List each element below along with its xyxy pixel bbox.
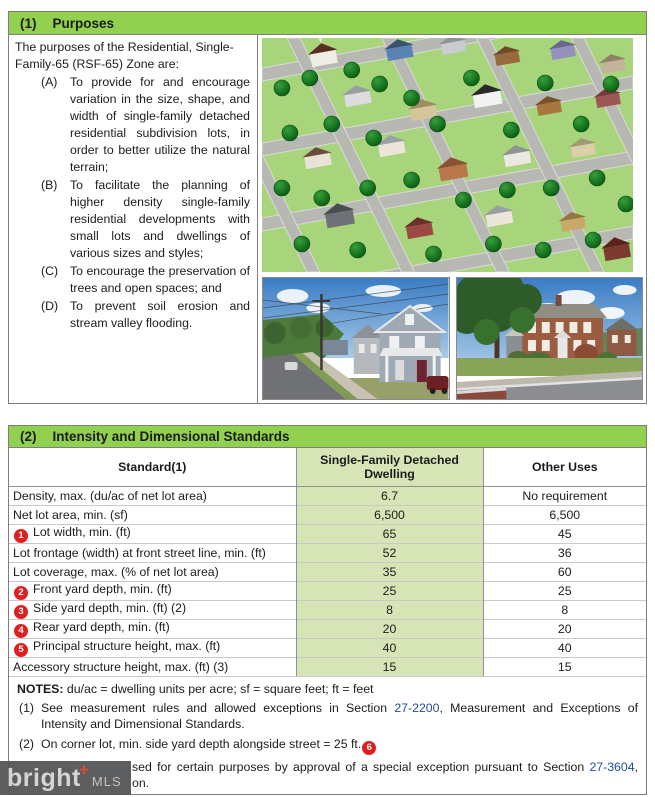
- ref-badge-5: 5: [14, 643, 28, 657]
- brightmls-mls-text: MLS: [91, 773, 122, 789]
- purpose-item-c: (C) To encourage the preservation of trees and open spaces; and: [41, 264, 250, 295]
- col-standard: Standard(1): [9, 448, 296, 486]
- subdivision-3d-illustration: [262, 38, 633, 272]
- table-row-lot-frontage: Lot frontage (width) at front street line, min. (ft) 52 36: [9, 543, 646, 562]
- note-1: (1) See measurement rules and allowed exceptions in Section 27-2200, Measurement and Exceptions of Intensity and Dimensional Standards.: [19, 701, 638, 731]
- purposes-text-panel: [9, 35, 258, 403]
- purposes-header-title: Purposes: [52, 15, 115, 31]
- table-row-lot-width: 1 Lot width, min. (ft) 65 45: [9, 524, 646, 543]
- section-purposes: [8, 11, 647, 404]
- ref-badge-2: 2: [14, 586, 28, 600]
- col-single-family: Single-Family Detached Dwelling: [296, 448, 483, 486]
- table-row-accessory-height: Accessory structure height, max. (ft) (3) 15 15: [9, 657, 646, 676]
- street-photo-right: [456, 277, 644, 400]
- standards-header: [9, 426, 646, 448]
- table-row-side-yard: 3 Side yard depth, min. (ft) (2) 8 8: [9, 600, 646, 619]
- purposes-header-number: (1): [20, 15, 37, 31]
- street-photo-left: [262, 277, 450, 400]
- standards-table: [9, 448, 646, 676]
- table-row-lot-coverage: Lot coverage, max. (% of net lot area) 35 60: [9, 562, 646, 581]
- section-27-3604-link[interactable]: 27-3604: [589, 760, 635, 774]
- table-row-principal-height: 5 Principal structure height, max. (ft) 40 40: [9, 638, 646, 657]
- note-3-partially-obscured: sed for certain purposes by approval of a special exception pursuant to Section 27-3604, on.: [132, 760, 638, 790]
- section-standards: [8, 425, 647, 795]
- ref-badge-3: 3: [14, 605, 28, 619]
- section-27-2200-link[interactable]: 27-2200: [394, 701, 440, 715]
- purpose-item-d: (D) To prevent soil erosion and stream valley flooding.: [41, 299, 250, 330]
- ref-badge-4: 4: [14, 624, 28, 638]
- table-header-row: [9, 448, 646, 486]
- purposes-header: [9, 12, 646, 35]
- table-row-density: Density, max. (du/ac of net lot area) 6.7 No requirement: [9, 486, 646, 505]
- note-2: (2) On corner lot, min. side yard depth alongside street = 25 ft. 6: [17, 736, 638, 755]
- brightmls-logo-text: bright: [7, 764, 81, 792]
- purposes-media-column: [258, 35, 646, 403]
- purposes-intro: The purposes of the Residential, Single-Family-65 (RSF-65) Zone are:: [15, 40, 234, 71]
- photo-row: [262, 277, 643, 400]
- notes-abbreviations: NOTES: du/ac = dwelling units per acre; sf = square feet; ft = feet: [17, 682, 374, 696]
- table-row-front-yard: 2 Front yard depth, min. (ft) 25 25: [9, 581, 646, 600]
- standards-header-title: Intensity and Dimensional Standards: [52, 429, 290, 444]
- purpose-item-b: (B) To facilitate the planning of higher density single-family residential developments with small lots and dwellings of various sizes and styles;: [41, 178, 250, 260]
- table-row-net-lot-area: Net lot area, min. (sf) 6,500 6,500: [9, 505, 646, 524]
- purpose-item-a: (A) To provide for and encourage variation in the size, shape, and width of single-family detached residential subdivision lots, in order to better utilize the natural terrain;: [41, 75, 250, 174]
- brightmls-plus-icon: ✚: [78, 763, 89, 777]
- col-other-uses: Other Uses: [483, 448, 646, 486]
- ref-badge-6: 6: [362, 741, 376, 755]
- standards-header-number: (2): [20, 429, 37, 444]
- brightmls-watermark: [0, 761, 131, 795]
- ref-badge-1: 1: [14, 529, 28, 543]
- table-row-rear-yard: 4 Rear yard depth, min. (ft) 20 20: [9, 619, 646, 638]
